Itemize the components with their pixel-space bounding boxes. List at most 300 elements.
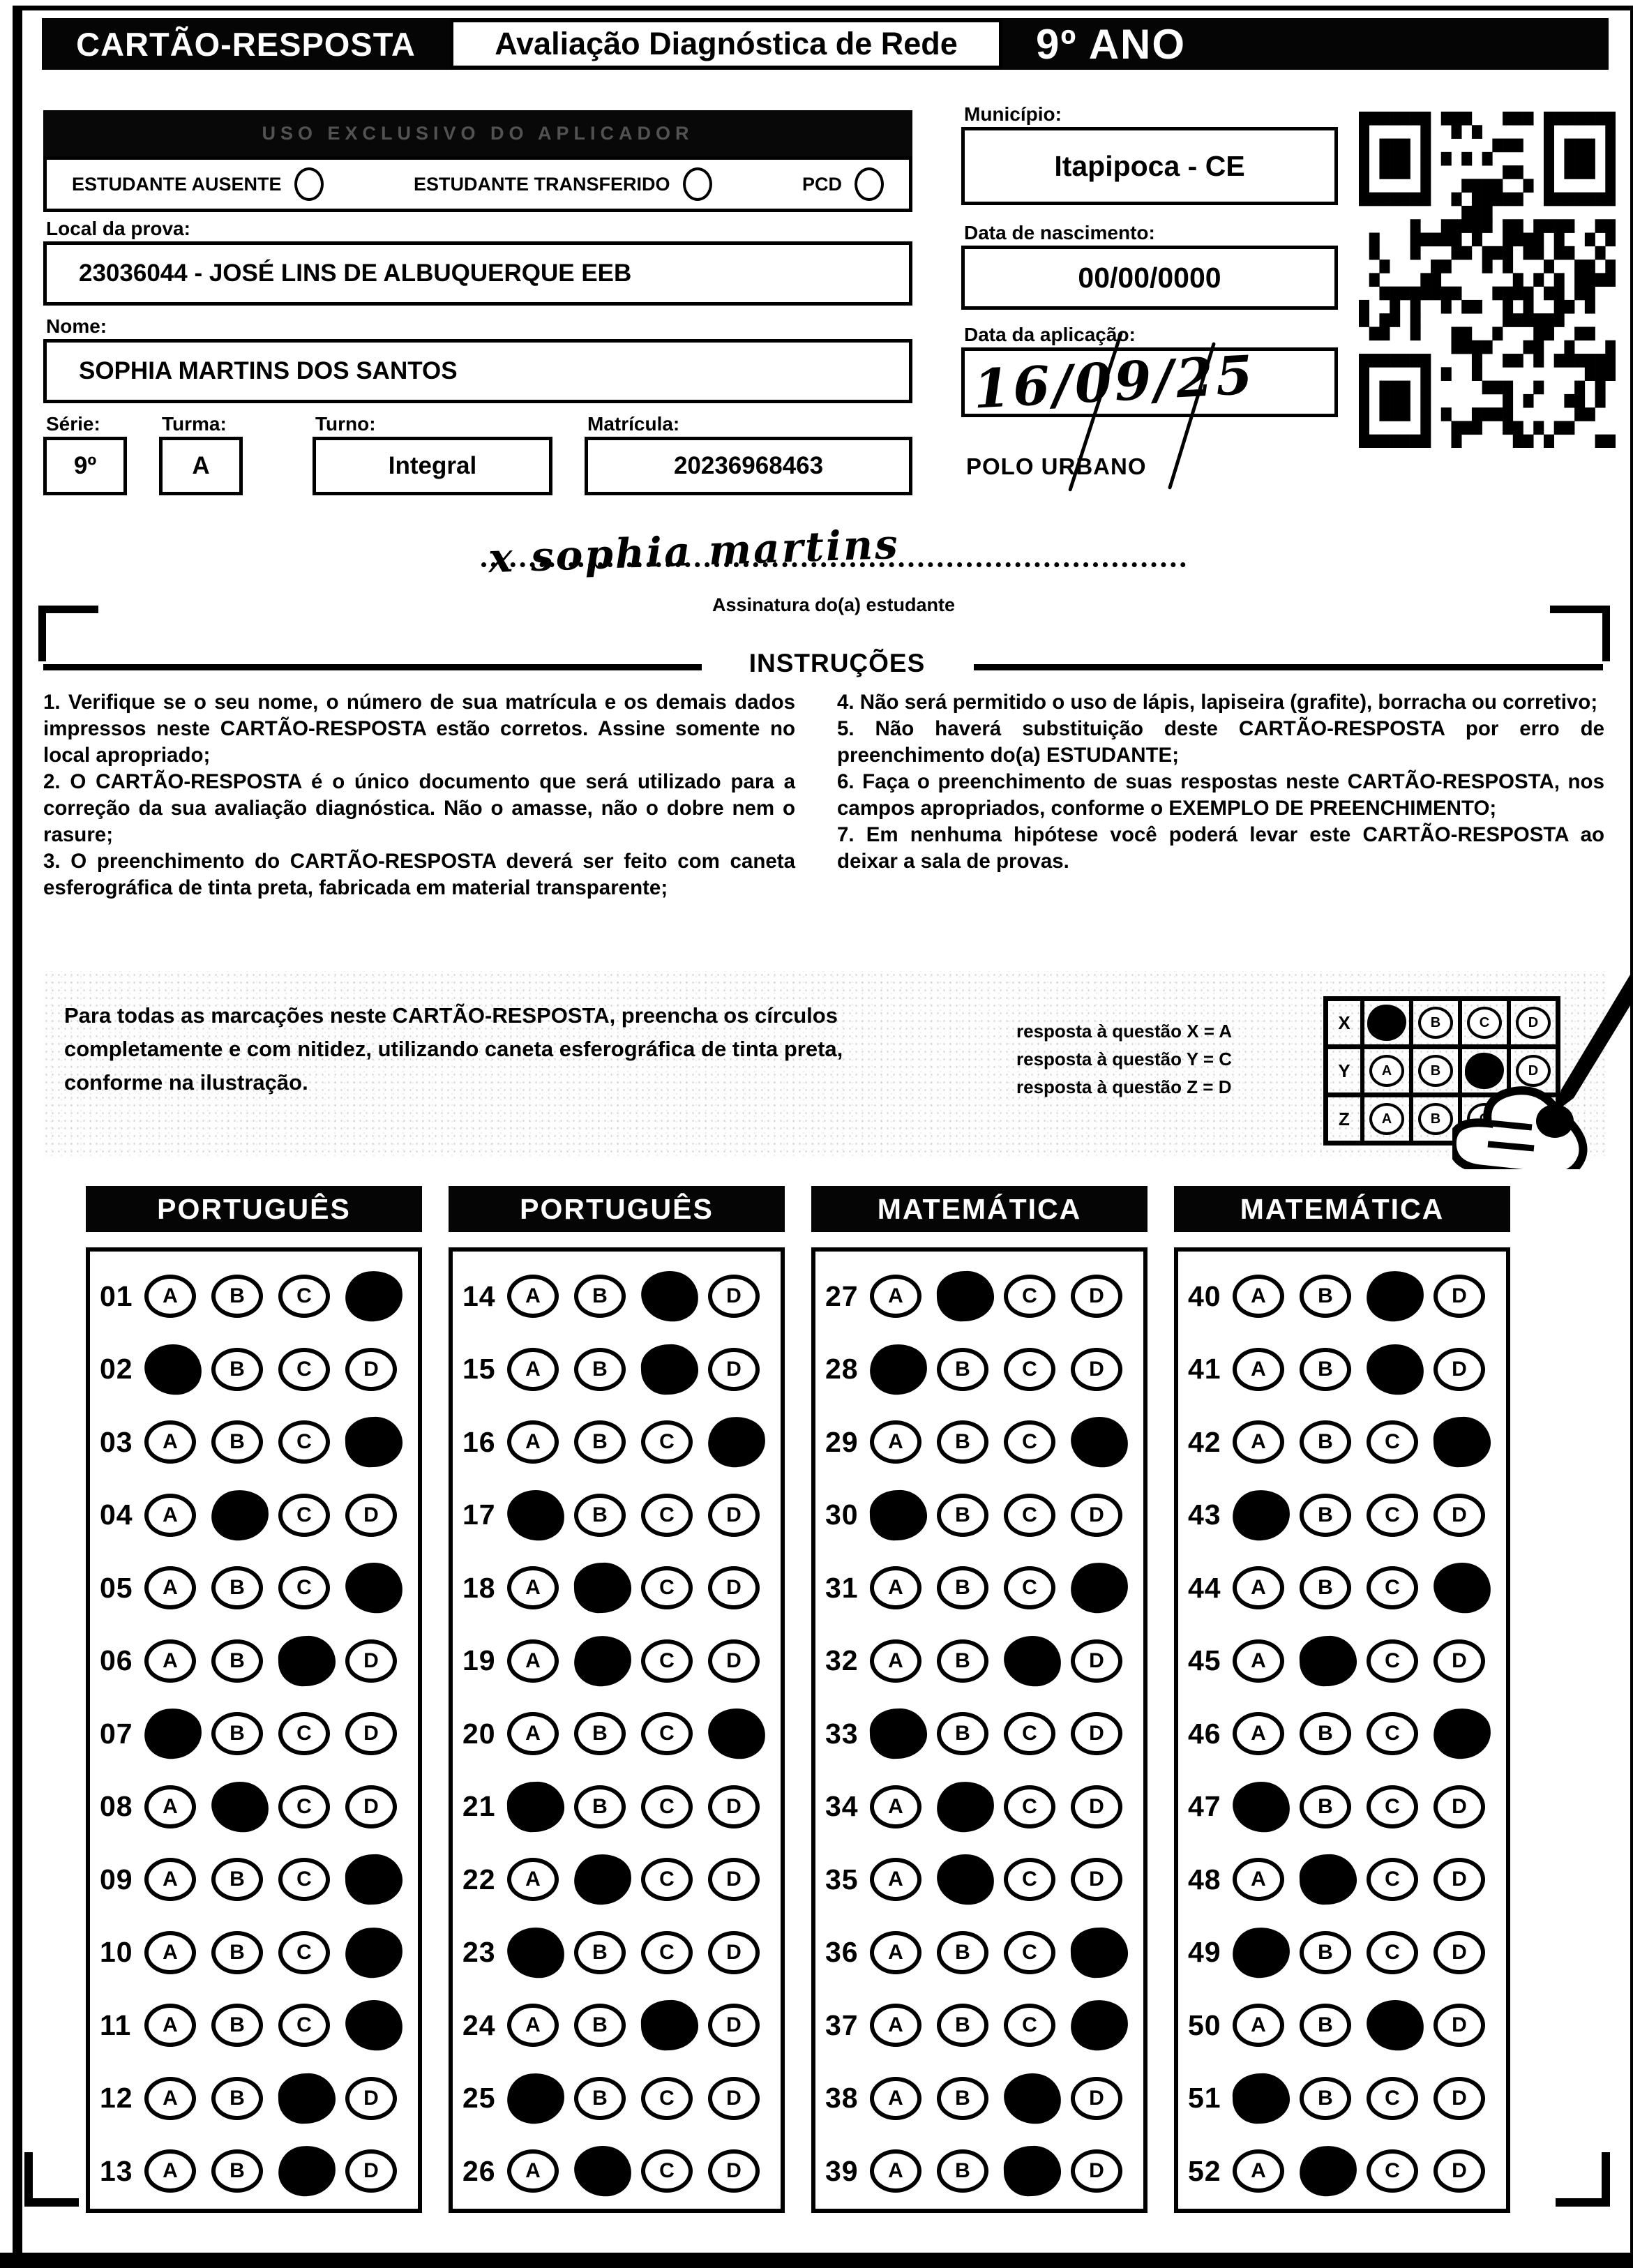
bubble-38-C-filled[interactable] bbox=[1002, 2071, 1063, 2126]
option-pcd bbox=[802, 167, 884, 201]
nascimento-label: Data de nascimento: bbox=[964, 222, 1155, 243]
example-bubble-X-A-filled bbox=[1367, 1005, 1406, 1041]
question-number: 41 bbox=[1188, 1353, 1221, 1385]
bubble-51-D[interactable]: D bbox=[1433, 2077, 1485, 2120]
bubble-14-D[interactable]: D bbox=[708, 1275, 760, 1318]
question-number: 45 bbox=[1188, 1644, 1221, 1677]
bubble-08-A[interactable]: A bbox=[144, 1785, 196, 1828]
answer-row-41 bbox=[1188, 1333, 1506, 1406]
bubble-14-B[interactable]: B bbox=[574, 1275, 626, 1318]
bubble-40-B[interactable]: B bbox=[1300, 1275, 1351, 1318]
bubble-09-A[interactable]: A bbox=[144, 1858, 196, 1901]
bubble-40-C-filled[interactable] bbox=[1364, 1269, 1426, 1324]
bubble-23-C[interactable]: C bbox=[641, 1931, 693, 1974]
bubble-30-D[interactable]: D bbox=[1071, 1494, 1122, 1537]
question-number: 42 bbox=[1188, 1425, 1221, 1458]
bubble-30-B[interactable]: B bbox=[937, 1494, 988, 1537]
bubble-48-B-filled[interactable] bbox=[1299, 1854, 1357, 1906]
header-band bbox=[42, 18, 1609, 70]
bubble-07-B[interactable]: B bbox=[211, 1712, 263, 1755]
question-number: 16 bbox=[462, 1425, 496, 1458]
bubble-40-D[interactable]: D bbox=[1433, 1275, 1485, 1318]
bubble-20-D-filled[interactable] bbox=[707, 1706, 767, 1761]
bubble-43-B[interactable]: B bbox=[1300, 1494, 1351, 1537]
bubble-20-C[interactable]: C bbox=[641, 1712, 693, 1755]
fill-example-legend bbox=[1016, 1017, 1316, 1101]
bubble-03-D-filled[interactable] bbox=[345, 1416, 403, 1469]
bubble-27-D[interactable]: D bbox=[1071, 1275, 1122, 1318]
bubble-21-C[interactable]: C bbox=[641, 1785, 693, 1828]
bubble-38-A[interactable]: A bbox=[870, 2077, 921, 2120]
question-number: 17 bbox=[462, 1499, 496, 1531]
bubble-28-B[interactable]: B bbox=[937, 1348, 988, 1391]
fill-example-text: Para todas as marcações neste CARTÃO-RESPOSTA, preencha os círculos completamente e com nitidez, utilizando caneta esferográfica de tinta preta, conforme na ilustração. bbox=[64, 1003, 843, 1095]
bubble-01-A[interactable]: A bbox=[144, 1275, 196, 1318]
bubble-19-A[interactable]: A bbox=[507, 1639, 559, 1683]
bubble-21-D[interactable]: D bbox=[708, 1785, 760, 1828]
bubble-44-C[interactable]: C bbox=[1367, 1566, 1418, 1609]
bubble-08-D[interactable]: D bbox=[345, 1785, 397, 1828]
answer-column-title: MATEMÁTICA bbox=[1174, 1186, 1510, 1232]
answer-row-08 bbox=[100, 1771, 418, 1844]
instruction-item: 3. O preenchimento do CARTÃO-RESPOSTA deverá ser feito com caneta esferográfica de tinta preta, fabricada em material transparente; bbox=[43, 850, 795, 899]
bubble-03-A[interactable]: A bbox=[144, 1420, 196, 1464]
bubble-44-B[interactable]: B bbox=[1300, 1566, 1351, 1609]
question-number: 01 bbox=[100, 1279, 133, 1312]
bubble-24-B[interactable]: B bbox=[574, 2004, 626, 2047]
answer-row-42 bbox=[1188, 1406, 1506, 1479]
bubble-36-B[interactable]: B bbox=[937, 1931, 988, 1974]
bubble-49-D[interactable]: D bbox=[1433, 1931, 1485, 1974]
bubble-12-A[interactable]: A bbox=[144, 2077, 196, 2120]
bubble-49-B[interactable]: B bbox=[1300, 1931, 1351, 1974]
bubble-10-C[interactable]: C bbox=[278, 1931, 330, 1974]
bubble-32-D[interactable]: D bbox=[1071, 1639, 1122, 1683]
bubble-07-C[interactable]: C bbox=[278, 1712, 330, 1755]
question-number: 06 bbox=[100, 1644, 133, 1677]
legend-line: resposta à questão Z = D bbox=[1016, 1076, 1232, 1097]
nascimento-value: 00/00/0000 bbox=[961, 246, 1338, 310]
bubble-16-B[interactable]: B bbox=[574, 1420, 626, 1464]
answer-row-40 bbox=[1188, 1260, 1506, 1333]
bubble-35-A[interactable]: A bbox=[870, 1858, 921, 1901]
matricula-label: Matrícula: bbox=[587, 413, 680, 435]
bubble-10-B[interactable]: B bbox=[211, 1931, 263, 1974]
bubble-04-D[interactable]: D bbox=[345, 1494, 397, 1537]
bubble-46-A[interactable]: A bbox=[1233, 1712, 1284, 1755]
bubble-26-C[interactable]: C bbox=[641, 2149, 693, 2193]
bubble-24-D[interactable]: D bbox=[708, 2004, 760, 2047]
answer-row-28 bbox=[825, 1333, 1143, 1406]
example-bubble-Z-A: A bbox=[1369, 1103, 1404, 1135]
bubble-41-C-filled[interactable] bbox=[1365, 1342, 1426, 1397]
answer-row-31 bbox=[825, 1552, 1143, 1625]
instructions-right-column bbox=[837, 689, 1604, 875]
bubble-15-C-filled[interactable] bbox=[640, 1343, 699, 1395]
bubble-06-C-filled[interactable] bbox=[278, 1635, 336, 1687]
bubble-52-D[interactable]: D bbox=[1433, 2149, 1485, 2193]
bubble-25-D[interactable]: D bbox=[708, 2077, 760, 2120]
bubble-09-C[interactable]: C bbox=[278, 1858, 330, 1901]
bubble-24-A[interactable]: A bbox=[507, 2004, 559, 2047]
bubble-50-B[interactable]: B bbox=[1300, 2004, 1351, 2047]
bubble-18-A[interactable]: A bbox=[507, 1566, 559, 1609]
example-bubble-Y-B: B bbox=[1418, 1055, 1453, 1087]
bubble-13-A[interactable]: A bbox=[144, 2149, 196, 2193]
bubble-26-A[interactable]: A bbox=[507, 2149, 559, 2193]
example-cell bbox=[1364, 1049, 1413, 1092]
bubble-07-D[interactable]: D bbox=[345, 1712, 397, 1755]
bubble-15-B[interactable]: B bbox=[574, 1348, 626, 1391]
bubble-31-C[interactable]: C bbox=[1004, 1566, 1055, 1609]
bubble-44-A[interactable]: A bbox=[1233, 1566, 1284, 1609]
bubble-16-D-filled[interactable] bbox=[706, 1415, 767, 1470]
bubble-34-B-filled[interactable] bbox=[935, 1779, 996, 1834]
bubble-22-A[interactable]: A bbox=[507, 1858, 559, 1901]
bubble-40-A[interactable]: A bbox=[1233, 1275, 1284, 1318]
bubble-34-D[interactable]: D bbox=[1071, 1785, 1122, 1828]
instructions-rule-left bbox=[43, 664, 702, 670]
bubble-26-B-filled[interactable] bbox=[573, 2144, 633, 2198]
bubble-18-D[interactable]: D bbox=[708, 1566, 760, 1609]
bubble-25-A-filled[interactable] bbox=[505, 2071, 566, 2126]
bubble-47-A-filled[interactable] bbox=[1231, 1780, 1292, 1834]
bubble-20-A[interactable]: A bbox=[507, 1712, 559, 1755]
question-number: 24 bbox=[462, 2008, 496, 2041]
bubble-51-C[interactable]: C bbox=[1367, 2077, 1418, 2120]
bubble-13-C-filled[interactable] bbox=[276, 2144, 338, 2199]
bubble-39-A[interactable]: A bbox=[870, 2149, 921, 2193]
bubble-03-B[interactable]: B bbox=[211, 1420, 263, 1464]
question-number: 52 bbox=[1188, 2154, 1221, 2187]
bubble-08-B-filled[interactable] bbox=[210, 1780, 271, 1834]
answer-row-48 bbox=[1188, 1843, 1506, 1916]
answer-column-title: PORTUGUÊS bbox=[449, 1186, 785, 1232]
bubble-06-D[interactable]: D bbox=[345, 1639, 397, 1683]
bubble-02-B[interactable]: B bbox=[211, 1348, 263, 1391]
bubble-23-A-filled[interactable] bbox=[506, 1925, 566, 1980]
bubble-30-C[interactable]: C bbox=[1004, 1494, 1055, 1537]
bubble-15-D[interactable]: D bbox=[708, 1348, 760, 1391]
bubble-24-C-filled[interactable] bbox=[640, 1999, 699, 2052]
bubble-42-A[interactable]: A bbox=[1233, 1420, 1284, 1464]
bubble-04-C[interactable]: C bbox=[278, 1494, 330, 1537]
bubble-33-A-filled[interactable] bbox=[869, 1708, 928, 1760]
question-number: 13 bbox=[100, 2154, 133, 2187]
bubble-28-A-filled[interactable] bbox=[868, 1342, 929, 1397]
answer-row-30 bbox=[825, 1479, 1143, 1552]
bubble-27-A[interactable]: A bbox=[870, 1275, 921, 1318]
bubble-18-C[interactable]: C bbox=[641, 1566, 693, 1609]
bubble-41-A[interactable]: A bbox=[1233, 1348, 1284, 1391]
bubble-07-A-filled[interactable] bbox=[142, 1706, 204, 1762]
bubble-16-C[interactable]: C bbox=[641, 1420, 693, 1464]
bubble-52-A[interactable]: A bbox=[1233, 2149, 1284, 2193]
bubble-42-B[interactable]: B bbox=[1300, 1420, 1351, 1464]
bubble-13-D[interactable]: D bbox=[345, 2149, 397, 2193]
option-estudante-ausente bbox=[72, 167, 324, 201]
answer-row-16 bbox=[462, 1406, 781, 1479]
bubble-34-C[interactable]: C bbox=[1004, 1785, 1055, 1828]
answer-row-05 bbox=[100, 1552, 418, 1625]
bubble-50-D[interactable]: D bbox=[1433, 2004, 1485, 2047]
answer-row-47 bbox=[1188, 1771, 1506, 1844]
polo-urbano-label: POLO URBANO bbox=[966, 453, 1147, 479]
bubble-42-D-filled[interactable] bbox=[1433, 1416, 1491, 1469]
bubble-45-D[interactable]: D bbox=[1433, 1639, 1485, 1683]
bubble-30-A-filled[interactable] bbox=[869, 1489, 928, 1541]
bubble-36-A[interactable]: A bbox=[870, 1931, 921, 1974]
example-row-label: Y bbox=[1328, 1049, 1364, 1092]
grade-label: 9º ANO bbox=[1036, 20, 1187, 68]
answer-column-title: MATEMÁTICA bbox=[811, 1186, 1147, 1232]
bubble-12-D[interactable]: D bbox=[345, 2077, 397, 2120]
bubble-50-A[interactable]: A bbox=[1233, 2004, 1284, 2047]
bubble-09-D-filled[interactable] bbox=[345, 1854, 403, 1906]
bubble-05-A[interactable]: A bbox=[144, 1566, 196, 1609]
bubble-43-A-filled[interactable] bbox=[1231, 1487, 1292, 1542]
legend-line: resposta à questão X = A bbox=[1016, 1021, 1232, 1042]
transferido-check-circle[interactable] bbox=[683, 167, 712, 201]
bubble-35-B-filled[interactable] bbox=[935, 1852, 996, 1907]
question-number: 20 bbox=[462, 1717, 496, 1750]
bubble-06-A[interactable]: A bbox=[144, 1639, 196, 1683]
bubble-51-A-filled[interactable] bbox=[1232, 2072, 1290, 2124]
bubble-31-B[interactable]: B bbox=[937, 1566, 988, 1609]
bubble-04-B-filled[interactable] bbox=[209, 1487, 271, 1542]
bubble-17-B[interactable]: B bbox=[574, 1494, 626, 1537]
answer-row-03 bbox=[100, 1406, 418, 1479]
bubble-52-B-filled[interactable] bbox=[1297, 2144, 1359, 2199]
bubble-22-C[interactable]: C bbox=[641, 1858, 693, 1901]
bubble-41-D[interactable]: D bbox=[1433, 1348, 1485, 1391]
question-number: 36 bbox=[825, 1936, 859, 1969]
bubble-37-C[interactable]: C bbox=[1004, 2004, 1055, 2047]
bubble-38-B[interactable]: B bbox=[937, 2077, 988, 2120]
bubble-27-B-filled[interactable] bbox=[936, 1270, 995, 1323]
bubble-49-A-filled[interactable] bbox=[1231, 1925, 1292, 1980]
question-number: 47 bbox=[1188, 1790, 1221, 1823]
instruction-item: 1. Verifique se o seu nome, o número de sua matrícula e os demais dados impressos neste CARTÃO-RESPOSTA estão corretos. Assine somente no local apropriado; bbox=[43, 691, 795, 767]
bubble-35-D[interactable]: D bbox=[1071, 1858, 1122, 1901]
bubble-09-B[interactable]: B bbox=[211, 1858, 263, 1901]
bubble-29-B[interactable]: B bbox=[937, 1420, 988, 1464]
bubble-02-C[interactable]: C bbox=[278, 1348, 330, 1391]
question-number: 09 bbox=[100, 1863, 133, 1895]
bubble-08-C[interactable]: C bbox=[278, 1785, 330, 1828]
bubble-19-C[interactable]: C bbox=[641, 1639, 693, 1683]
bubble-03-C[interactable]: C bbox=[278, 1420, 330, 1464]
question-number: 35 bbox=[825, 1863, 859, 1895]
answer-row-12 bbox=[100, 2062, 418, 2135]
bubble-45-A[interactable]: A bbox=[1233, 1639, 1284, 1683]
example-bubble-X-C: C bbox=[1467, 1007, 1502, 1039]
bubble-26-D[interactable]: D bbox=[708, 2149, 760, 2193]
bubble-46-C[interactable]: C bbox=[1367, 1712, 1418, 1755]
bubble-45-B-filled[interactable] bbox=[1299, 1635, 1357, 1687]
bubble-51-B[interactable]: B bbox=[1300, 2077, 1351, 2120]
bubble-12-C-filled[interactable] bbox=[278, 2072, 336, 2124]
bubble-05-B[interactable]: B bbox=[211, 1566, 263, 1609]
bubble-31-A[interactable]: A bbox=[870, 1566, 921, 1609]
bubble-16-A[interactable]: A bbox=[507, 1420, 559, 1464]
instruction-item: 7. Em nenhuma hipótese você poderá levar este CARTÃO-RESPOSTA ao deixar a sala de provas. bbox=[837, 823, 1604, 873]
bubble-48-D[interactable]: D bbox=[1433, 1858, 1485, 1901]
bubble-11-A[interactable]: A bbox=[144, 2004, 196, 2047]
bubble-15-A[interactable]: A bbox=[507, 1348, 559, 1391]
answer-row-10 bbox=[100, 1916, 418, 1990]
question-number: 21 bbox=[462, 1790, 496, 1823]
answer-row-25 bbox=[462, 2062, 781, 2135]
example-bubble-X-B: B bbox=[1418, 1007, 1453, 1039]
bubble-29-C[interactable]: C bbox=[1004, 1420, 1055, 1464]
bubble-17-A-filled[interactable] bbox=[506, 1488, 566, 1542]
pcd-check-circle[interactable] bbox=[855, 167, 884, 201]
turno-value: Integral bbox=[313, 437, 552, 495]
example-bubble-Y-D: D bbox=[1516, 1055, 1551, 1087]
answer-column-4 bbox=[1174, 1186, 1510, 2213]
ausente-check-circle[interactable] bbox=[294, 167, 324, 201]
example-bubble-Y-A: A bbox=[1369, 1055, 1404, 1087]
answer-row-14 bbox=[462, 1260, 781, 1333]
bubble-44-D-filled[interactable] bbox=[1432, 1561, 1493, 1615]
bubble-32-C-filled[interactable] bbox=[1002, 1634, 1063, 1688]
bubble-31-D-filled[interactable] bbox=[1069, 1561, 1130, 1616]
applicator-strip bbox=[43, 110, 912, 156]
bubble-34-A[interactable]: A bbox=[870, 1785, 921, 1828]
bubble-52-C[interactable]: C bbox=[1367, 2149, 1418, 2193]
question-number: 05 bbox=[100, 1571, 133, 1604]
bubble-21-B[interactable]: B bbox=[574, 1785, 626, 1828]
bubble-01-D-filled[interactable] bbox=[343, 1269, 405, 1324]
bubble-17-D[interactable]: D bbox=[708, 1494, 760, 1537]
bubble-06-B[interactable]: B bbox=[211, 1639, 263, 1683]
question-number: 18 bbox=[462, 1571, 496, 1604]
answer-row-39 bbox=[825, 2135, 1143, 2208]
bubble-43-D[interactable]: D bbox=[1433, 1494, 1485, 1537]
bubble-28-D[interactable]: D bbox=[1071, 1348, 1122, 1391]
bubble-21-A-filled[interactable] bbox=[506, 1780, 565, 1833]
bubble-41-B[interactable]: B bbox=[1300, 1348, 1351, 1391]
bubble-17-C[interactable]: C bbox=[641, 1494, 693, 1537]
bubble-38-D[interactable]: D bbox=[1071, 2077, 1122, 2120]
bubble-46-B[interactable]: B bbox=[1300, 1712, 1351, 1755]
example-cell bbox=[1364, 1001, 1413, 1044]
bubble-33-C[interactable]: C bbox=[1004, 1712, 1055, 1755]
bubble-36-D-filled[interactable] bbox=[1070, 1926, 1129, 1978]
bubble-04-A[interactable]: A bbox=[144, 1494, 196, 1537]
answer-row-21 bbox=[462, 1771, 781, 1844]
bubble-25-B[interactable]: B bbox=[574, 2077, 626, 2120]
bubble-47-C[interactable]: C bbox=[1367, 1785, 1418, 1828]
instruction-item: 4. Não será permitido o uso de lápis, lapiseira (grafite), borracha ou corretivo; bbox=[837, 691, 1598, 714]
answer-column-box bbox=[811, 1247, 1147, 2213]
bubble-46-D-filled[interactable] bbox=[1431, 1706, 1493, 1762]
registration-mark bbox=[24, 2198, 79, 2207]
bubble-42-C[interactable]: C bbox=[1367, 1420, 1418, 1464]
bubble-39-C-filled[interactable] bbox=[1003, 2145, 1062, 2198]
bubble-32-A[interactable]: A bbox=[870, 1639, 921, 1683]
instructions-left-column bbox=[43, 689, 795, 901]
bubble-37-A[interactable]: A bbox=[870, 2004, 921, 2047]
answer-row-17 bbox=[462, 1479, 781, 1552]
answer-row-11 bbox=[100, 1989, 418, 2062]
bubble-35-C[interactable]: C bbox=[1004, 1858, 1055, 1901]
bubble-45-C[interactable]: C bbox=[1367, 1639, 1418, 1683]
bubble-23-D[interactable]: D bbox=[708, 1931, 760, 1974]
answer-row-29 bbox=[825, 1406, 1143, 1479]
bubble-14-C-filled[interactable] bbox=[640, 1269, 700, 1323]
registration-mark bbox=[1602, 606, 1610, 661]
example-row-label: Z bbox=[1328, 1097, 1364, 1141]
bubble-36-C[interactable]: C bbox=[1004, 1931, 1055, 1974]
answer-row-49 bbox=[1188, 1916, 1506, 1990]
bubble-23-B[interactable]: B bbox=[574, 1931, 626, 1974]
bubble-10-A[interactable]: A bbox=[144, 1931, 196, 1974]
bubble-50-C-filled[interactable] bbox=[1365, 1998, 1426, 2052]
answer-row-02 bbox=[100, 1333, 418, 1406]
bubble-33-B[interactable]: B bbox=[937, 1712, 988, 1755]
bubble-48-C[interactable]: C bbox=[1367, 1858, 1418, 1901]
bubble-22-D[interactable]: D bbox=[708, 1858, 760, 1901]
answer-row-44 bbox=[1188, 1552, 1506, 1625]
bubble-11-B[interactable]: B bbox=[211, 2004, 263, 2047]
bubble-05-D-filled[interactable] bbox=[344, 1561, 405, 1615]
bubble-01-B[interactable]: B bbox=[211, 1275, 263, 1318]
bubble-13-B[interactable]: B bbox=[211, 2149, 263, 2193]
bubble-22-B-filled[interactable] bbox=[572, 1852, 633, 1907]
bubble-12-B[interactable]: B bbox=[211, 2077, 263, 2120]
bubble-37-B[interactable]: B bbox=[937, 2004, 988, 2047]
serie-label: Série: bbox=[46, 413, 100, 435]
bubble-14-A[interactable]: A bbox=[507, 1275, 559, 1318]
bubble-48-A[interactable]: A bbox=[1233, 1858, 1284, 1901]
answer-row-26 bbox=[462, 2135, 781, 2208]
bubble-37-D-filled[interactable] bbox=[1069, 1998, 1130, 2053]
bubble-11-D-filled[interactable] bbox=[344, 1998, 405, 2052]
bubble-19-B-filled[interactable] bbox=[572, 1633, 633, 1688]
signature-dotted-line[interactable] bbox=[481, 562, 1186, 567]
bubble-32-B[interactable]: B bbox=[937, 1639, 988, 1683]
registration-mark bbox=[38, 606, 46, 661]
question-number: 03 bbox=[100, 1425, 133, 1458]
bubble-27-C[interactable]: C bbox=[1004, 1275, 1055, 1318]
bubble-10-D-filled[interactable] bbox=[343, 1925, 405, 1980]
bubble-39-B[interactable]: B bbox=[937, 2149, 988, 2193]
bubble-29-D-filled[interactable] bbox=[1069, 1415, 1130, 1469]
question-number: 49 bbox=[1188, 1936, 1221, 1969]
bubble-18-B-filled[interactable] bbox=[573, 1562, 632, 1614]
bubble-20-B[interactable]: B bbox=[574, 1712, 626, 1755]
bubble-11-C[interactable]: C bbox=[278, 2004, 330, 2047]
bubble-43-C[interactable]: C bbox=[1367, 1494, 1418, 1537]
bubble-47-B[interactable]: B bbox=[1300, 1785, 1351, 1828]
bubble-47-D[interactable]: D bbox=[1433, 1785, 1485, 1828]
bubble-28-C[interactable]: C bbox=[1004, 1348, 1055, 1391]
bubble-33-D[interactable]: D bbox=[1071, 1712, 1122, 1755]
bubble-19-D[interactable]: D bbox=[708, 1639, 760, 1683]
bubble-39-D[interactable]: D bbox=[1071, 2149, 1122, 2193]
bubble-49-C[interactable]: C bbox=[1367, 1931, 1418, 1974]
question-number: 48 bbox=[1188, 1863, 1221, 1895]
registration-mark bbox=[1556, 2198, 1610, 2207]
bubble-01-C[interactable]: C bbox=[278, 1275, 330, 1318]
bubble-25-C[interactable]: C bbox=[641, 2077, 693, 2120]
bubble-02-A-filled[interactable] bbox=[143, 1342, 204, 1397]
bubble-29-A[interactable]: A bbox=[870, 1420, 921, 1464]
bubble-02-D[interactable]: D bbox=[345, 1348, 397, 1391]
bubble-05-C[interactable]: C bbox=[278, 1566, 330, 1609]
